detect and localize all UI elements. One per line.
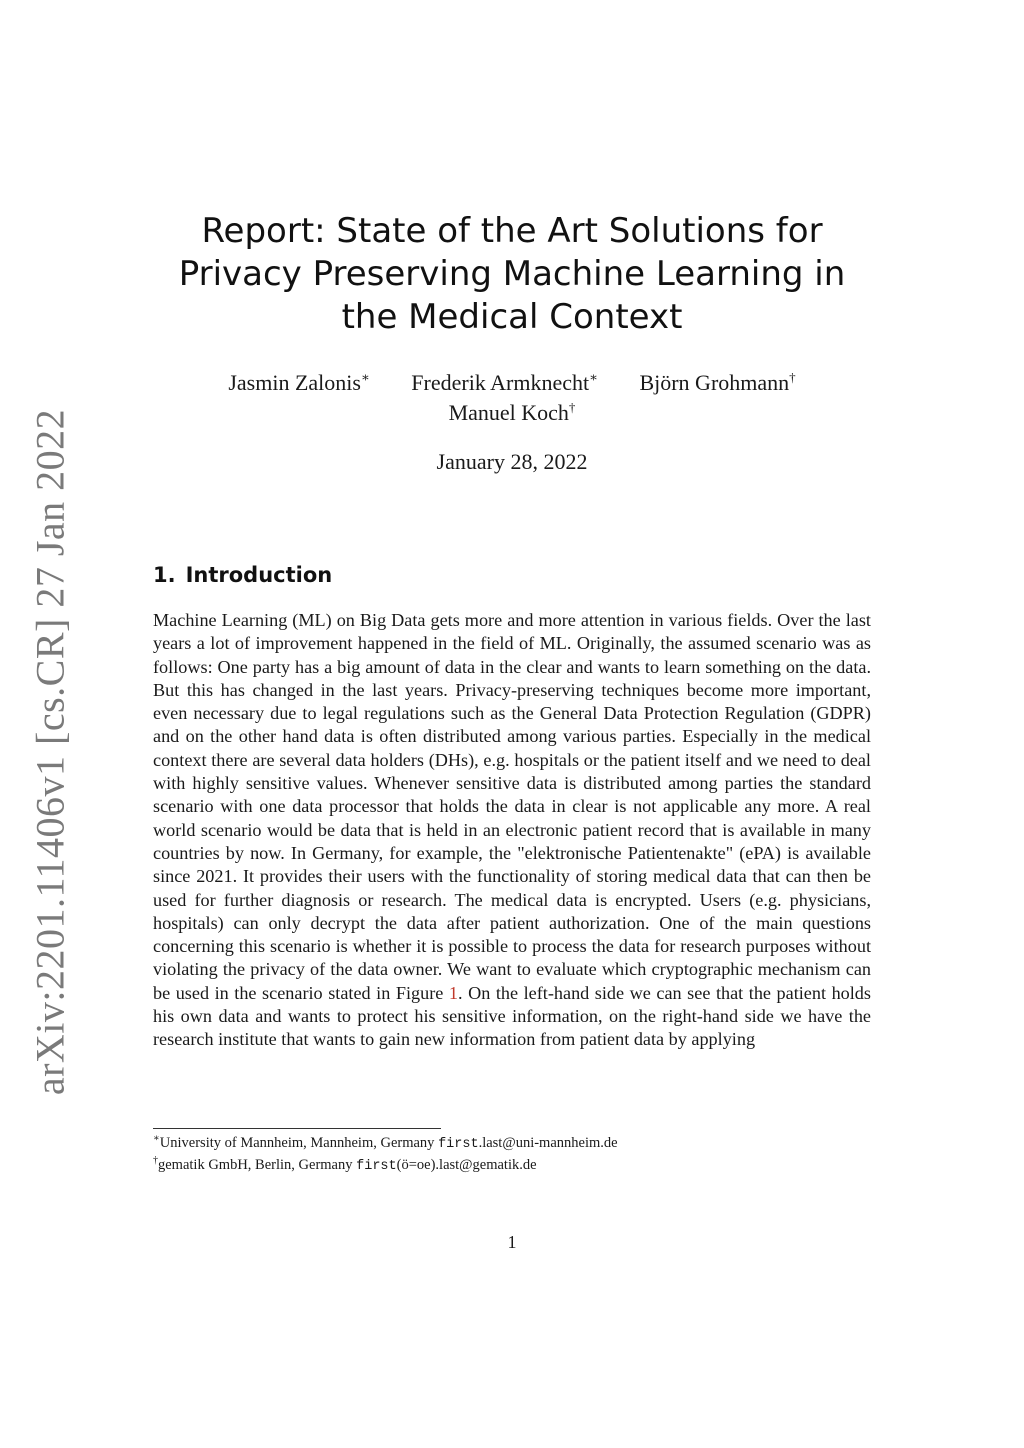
footnote-email-prefix: first <box>356 1159 397 1174</box>
author-affiliation-mark: ∗ <box>360 369 370 385</box>
author <box>228 368 369 398</box>
author-name: Manuel Koch <box>448 400 569 425</box>
section-number: 1. <box>153 563 176 587</box>
author <box>449 398 576 428</box>
author-name: Björn Grohmann <box>639 370 790 395</box>
footnote <box>153 1133 871 1155</box>
footnote <box>153 1155 871 1177</box>
intro-text: Machine Learning (ML) on Big Data gets more and more attention in various fields. Over the last years a lot of improvement happened in the field of ML. Originally, the assumed scenario was as follows: One party has a big amount of data in the clear and wants to learn something on the data. But this has changed in the last years. Privacy-preserving techniques become more important, even necessary due to legal regulations such as the General Data Protection Regulation (GDPR) and on the other hand data is often distributed among various parties. Especially in the medical context there are several data holders (DHs), e.g. hospitals or the patient itself and we need to deal with highly sensitive values. Whenever sensitive data is distributed among parties the standard scenario with one data processor that holds the data in clear is not applicable any more. A real world scenario would be data that is held in an electronic patient record that is available in many countries by now. In Germany, for example, the "elektronische Patientenakte" (ePA) is available since 2021. It provides their users with the functionality of storing medical data that can then be used for further diagnosis or research. The medical data is encrypted. Users (e.g. physicians, hospitals) can only decrypt the data after patient authorization. One of the main questions concerning this scenario is whether it is possible to process the data for research purposes without violating the privacy of the data owner. We want to evaluate which cryptographic mechanism can be used in the scenario stated in Figure <box>153 610 871 1003</box>
author-name: Jasmin Zalonis <box>228 370 361 395</box>
publication-date: January 28, 2022 <box>436 449 588 474</box>
title-line: the Medical Context <box>341 297 683 337</box>
paper-title <box>153 210 871 339</box>
author <box>411 368 598 398</box>
title-line: Privacy Preserving Machine Learning in <box>178 254 846 294</box>
footnotes <box>153 1133 871 1177</box>
footnote-divider <box>153 1128 441 1129</box>
footnote-mark: ∗ <box>153 1133 160 1145</box>
footnote-email: (ö=oe).last@gematik.de <box>396 1157 537 1173</box>
title-line: Report: State of the Art Solutions for <box>201 211 823 251</box>
author-row <box>153 398 871 428</box>
author-list <box>153 368 871 428</box>
footnote-mark: † <box>153 1155 158 1167</box>
intro-paragraph <box>153 609 871 1052</box>
author-row <box>153 368 871 398</box>
section-heading <box>153 563 332 587</box>
intro-text-continued: . On the left-hand side we can see that the patient holds his own data and wants to protect his sensitive information, on the right-hand side we have the research institute that wants to gain new information from patient data by applying <box>153 982 871 1050</box>
author <box>639 368 795 398</box>
figure-reference-link[interactable]: 1 <box>448 982 458 1003</box>
arxiv-stamp: arXiv:2201.11406v1 [cs.CR] 27 Jan 2022 <box>27 408 73 1096</box>
footnote-text: gematik GmbH, Berlin, Germany <box>158 1157 357 1173</box>
author-name: Frederik Armknecht <box>411 370 590 395</box>
author-affiliation-mark: ∗ <box>589 369 598 385</box>
section-title: Introduction <box>185 563 333 587</box>
author-affiliation-mark: † <box>789 369 796 385</box>
footnote-text: University of Mannheim, Mannheim, Germany <box>159 1135 439 1151</box>
footnote-email: .last@uni-mannheim.de <box>478 1135 618 1151</box>
page-number: 1 <box>507 1232 517 1252</box>
author-affiliation-mark: † <box>568 399 576 415</box>
footnote-email-prefix: first <box>438 1137 479 1152</box>
